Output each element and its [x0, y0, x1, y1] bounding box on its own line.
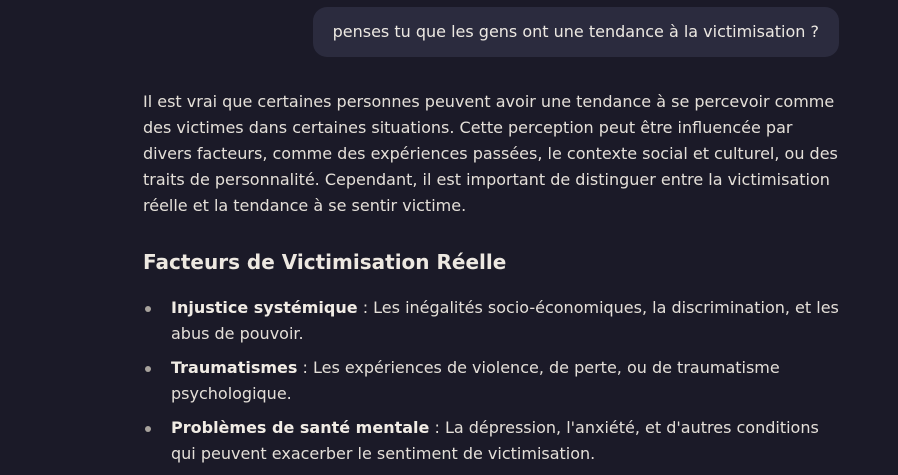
- bullet-icon: [145, 426, 151, 432]
- bullet-icon: [145, 366, 151, 372]
- user-message-text: penses tu que les gens ont une tendance à la victimisation ?: [332, 22, 819, 41]
- bullet-list: [143, 295, 843, 467]
- user-message-bubble: [313, 7, 839, 57]
- section-heading: Facteurs de Victimisation Réelle: [143, 250, 507, 274]
- assistant-intro-paragraph: Il est vrai que certaines personnes peuvent avoir une tendance à se percevoir comme des victimes dans certaines situations. Cette perception peut être influencée par divers facteurs, comme des expériences passées, le contexte social et culturel, ou des traits de personnalité. Cependant, il est important de distinguer entre la victimisation réelle et la tendance à se sentir victime.: [143, 92, 838, 215]
- bullet-icon: [145, 306, 151, 312]
- bullet-term: Injustice systémique: [171, 298, 358, 317]
- assistant-response: [143, 89, 843, 475]
- bullet-text: : Les inégalités socio-économiques, la discrimination, et les abus de pouvoir.: [171, 298, 839, 343]
- bullet-text: : Les expériences de violence, de perte, ou de traumatisme psychologique.: [171, 358, 780, 403]
- bullet-text: : La dépression, l'anxiété, et d'autres conditions qui peuvent exacerber le sentiment de victimisation.: [171, 418, 819, 463]
- list-item: [143, 355, 843, 407]
- bullet-term: Traumatismes: [171, 358, 298, 377]
- bullet-term: Problèmes de santé mentale: [171, 418, 430, 437]
- list-item: [143, 415, 843, 467]
- list-item: [143, 295, 843, 347]
